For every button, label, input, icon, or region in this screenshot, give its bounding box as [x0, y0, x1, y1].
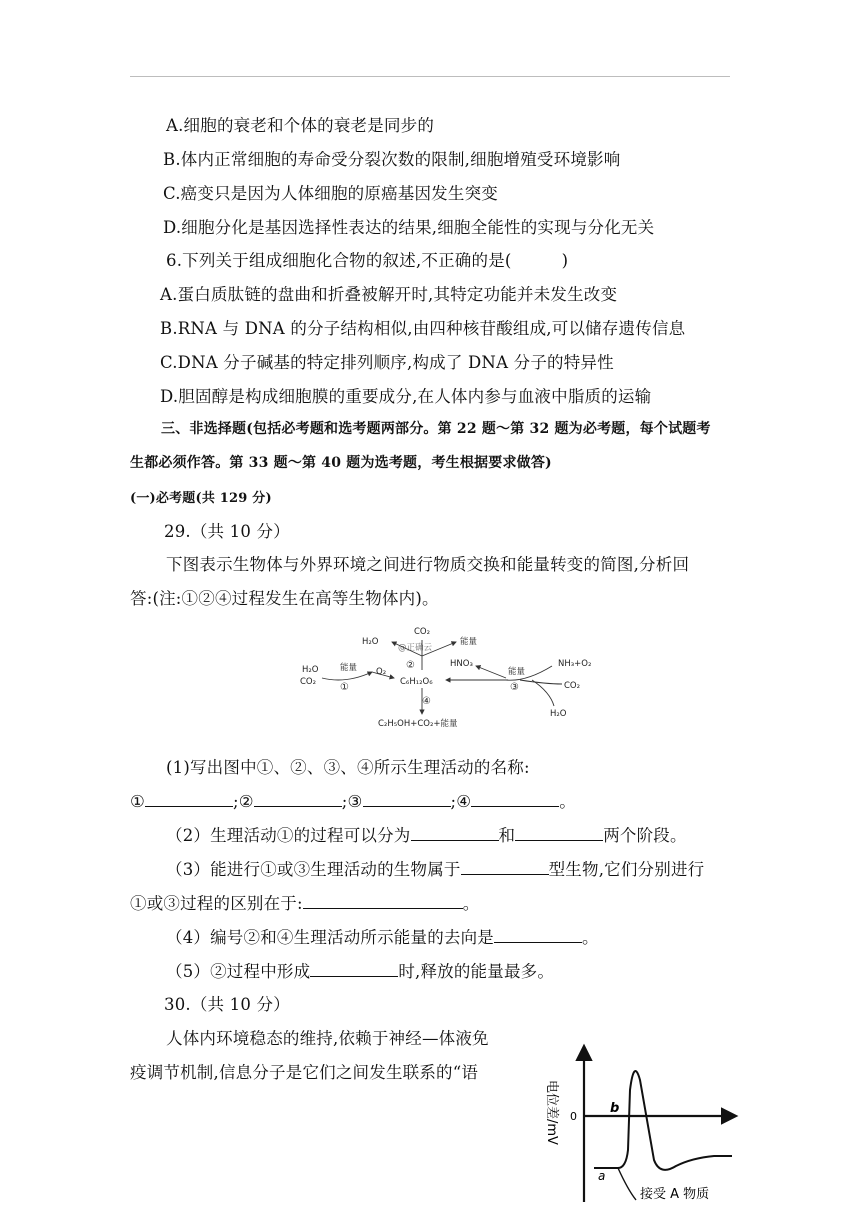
energy-1: 能量 — [340, 663, 358, 673]
required-subsection: (一)必考题(共 129 分) — [130, 491, 272, 506]
co2-top: CO₂ — [414, 627, 431, 637]
section3-heading-line2: 生都必须作答。第 33 题～第 40 题为选考题，考生根据要求做答) — [130, 455, 552, 471]
q29-part5-text-a: （5）②过程中形成 — [166, 962, 311, 981]
answer-blank-1[interactable] — [145, 791, 233, 807]
answer-blank-7[interactable] — [461, 859, 549, 875]
answer-blank-2[interactable] — [254, 791, 342, 807]
q29-part2-text-b: 和 — [498, 826, 516, 845]
q29-part3-text-b: 型生物,它们分别进行 — [548, 860, 705, 879]
process-2-label: ② — [406, 660, 415, 671]
q5-option-a: A.细胞的衰老和个体的衰老是同步的 — [166, 116, 435, 135]
answer-blank-10[interactable] — [310, 961, 398, 977]
q29-intro-line2: 答:(注:①②④过程发生在高等生物体内)。 — [130, 589, 439, 608]
h2o-top: H₂O — [362, 637, 379, 647]
energy-2: 能量 — [460, 637, 478, 647]
point-b: b — [610, 1101, 620, 1116]
answer-blank-9[interactable] — [494, 927, 582, 943]
co2-right: CO₂ — [564, 681, 581, 691]
q5-option-d: D.细胞分化是基因选择性表达的结果,细胞全能性的实现与分化无关 — [163, 218, 655, 237]
q29-part1-blanks — [130, 788, 576, 812]
marker-1: ① — [130, 792, 145, 811]
q29-part5-text-b: 时,释放的能量最多。 — [398, 962, 555, 981]
zero-label: 0 — [570, 1110, 577, 1123]
q29-part4 — [166, 924, 599, 948]
answer-blank-4[interactable] — [471, 791, 559, 807]
answer-blank-3[interactable] — [363, 791, 451, 807]
potential-curve — [594, 1071, 732, 1170]
answer-blank-6[interactable] — [515, 825, 603, 841]
q29-part4-text-b: 。 — [582, 928, 599, 947]
q5-option-c: C.癌变只是因为人体细胞的原癌基因发生突变 — [163, 184, 498, 203]
ethanol-product: C₂H₅OH+CO₂+能量 — [378, 719, 458, 729]
answer-blank-8[interactable] — [303, 893, 463, 909]
h2o-right: H₂O — [550, 709, 567, 719]
glucose: C₆H₁₂O₆ — [400, 677, 433, 687]
q29-part3-text-a: （3）能进行①或③生理活动的生物属于 — [166, 860, 461, 879]
q6-stem: 6.下列关于组成细胞化合物的叙述,不正确的是( ) — [166, 251, 569, 270]
q30-title: 30.（共 10 分） — [164, 995, 290, 1014]
header-rule — [130, 76, 730, 77]
end-mark: 。 — [559, 792, 576, 811]
process-4-label: ④ — [422, 696, 431, 707]
q6-option-c: C.DNA 分子碱基的特定排列顺序,构成了 DNA 分子的特异性 — [160, 353, 614, 372]
section3-heading-line1: 三、非选择题(包括必考题和选考题两部分。第 22 题～第 32 题为必考题，每个试题考 — [161, 421, 711, 437]
q29-part5 — [166, 958, 554, 982]
q6-option-b: B.RNA 与 DNA 的分子结构相似,由四种核苷酸组成,可以储存遗传信息 — [160, 319, 686, 338]
q6-option-a: A.蛋白质肽链的盘曲和折叠被解开时,其特定功能并未发生改变 — [160, 285, 618, 304]
watermark: @正确云 — [398, 643, 433, 653]
energy-3: 能量 — [508, 667, 526, 677]
answer-blank-5[interactable] — [411, 825, 499, 841]
q5-option-b: B.体内正常细胞的寿命受分裂次数的限制,细胞增殖受环境影响 — [163, 150, 621, 169]
marker-2: ;② — [233, 792, 254, 811]
point-a: a — [598, 1169, 606, 1183]
q29-part1: (1)写出图中①、②、③、④所示生理活动的名称: — [166, 758, 530, 777]
marker-3: ;③ — [341, 792, 363, 811]
q6-option-d: D.胆固醇是构成细胞膜的重要成分,在人体内参与血液中脂质的运输 — [160, 387, 652, 406]
nh3-o2: NH₃+O₂ — [558, 659, 592, 669]
q29-part2-text-c: 两个阶段。 — [603, 826, 687, 845]
y-axis-label: 电位差/mV — [544, 1080, 559, 1145]
marker-4: ;④ — [450, 792, 472, 811]
action-potential-graph — [536, 1040, 746, 1208]
q29-part2-text-a: （2）生理活动①的过程可以分为 — [166, 826, 411, 845]
hno3: HNO₃ — [450, 659, 473, 669]
stimulus-line — [618, 1168, 636, 1200]
process-1-label: ① — [340, 682, 349, 693]
stimulus-caption: 接受 A 物质 — [640, 1187, 710, 1202]
co2-left: CO₂ — [300, 677, 317, 687]
metabolism-diagram — [296, 622, 616, 734]
q30-text-line2: 疫调节机制,信息分子是它们之间发生联系的“语 — [130, 1063, 479, 1082]
q29-part3-text-c: ①或③过程的区别在于: — [130, 894, 303, 913]
h2o-left: H₂O — [302, 665, 319, 675]
o2-product: O₂ — [376, 667, 387, 677]
q29-part4-text-a: （4）编号②和④生理活动所示能量的去向是 — [166, 928, 494, 947]
q29-part3-line1 — [166, 856, 704, 880]
q29-part3-line2 — [130, 890, 479, 914]
q29-intro-line1: 下图表示生物体与外界环境之间进行物质交换和能量转变的简图,分析回 — [166, 555, 690, 574]
q29-part3-text-d: 。 — [462, 894, 480, 913]
q30-text-line1: 人体内环境稳态的维持,依赖于神经—体液免 — [166, 1029, 489, 1048]
q29-title: 29.（共 10 分） — [164, 522, 290, 541]
q29-part2 — [166, 822, 687, 846]
process-3-label: ③ — [510, 682, 519, 693]
